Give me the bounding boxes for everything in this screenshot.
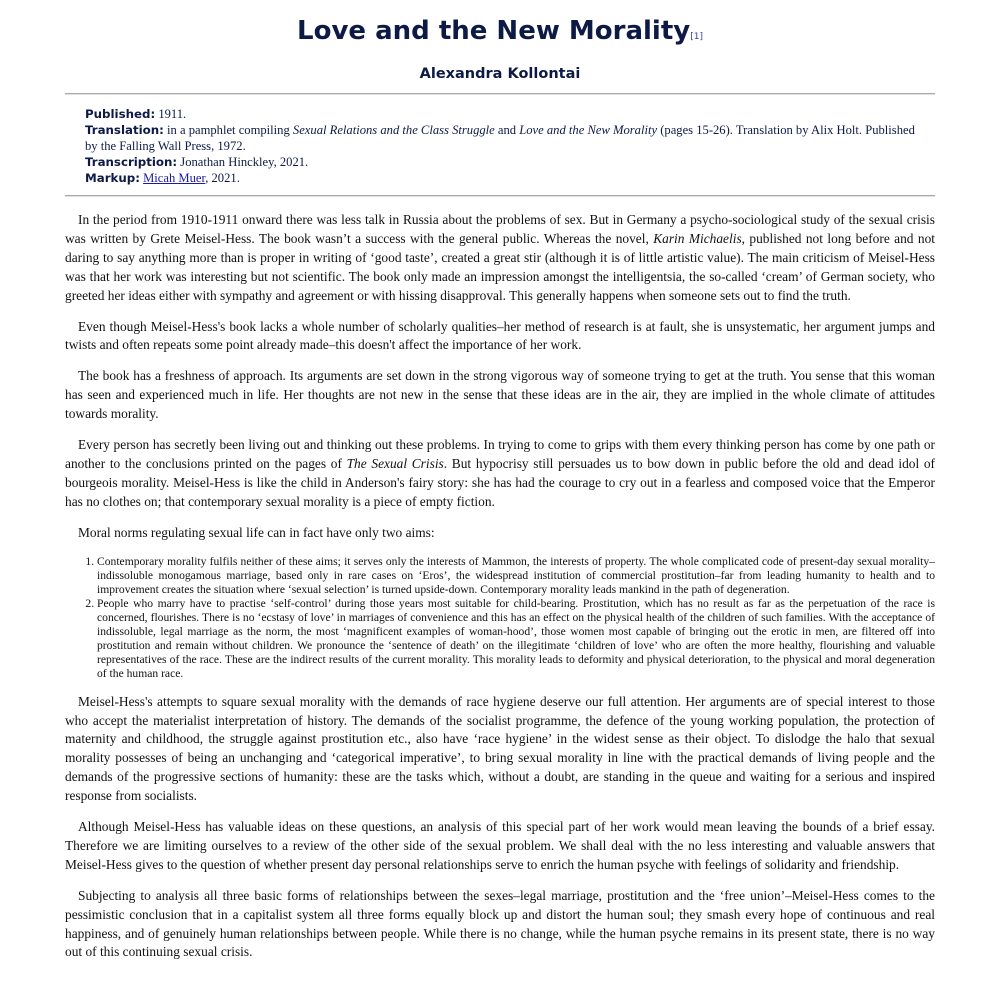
paragraph-4: [65, 436, 935, 512]
transcription-value: Jonathan Hinckley, 2021.: [177, 155, 309, 169]
info-block: [65, 95, 935, 195]
translation-title-2: Love and the New Morality: [519, 123, 658, 137]
paragraph-5: Moral norms regulating sexual life can in fact have only two aims:: [78, 524, 435, 540]
markup-author-link[interactable]: Micah Muer: [143, 171, 206, 185]
translation-rest: (pages 15-26). Translation by Alix Holt. Published by the Falling Wall Press, 1972.: [85, 123, 915, 153]
author-name: Alexandra Kollontai: [419, 66, 581, 82]
transcription-label: Transcription:: [85, 155, 178, 169]
footnote-link[interactable]: [1]: [690, 32, 703, 42]
translation-text: in a pamphlet compiling: [163, 123, 293, 137]
markup-label: Markup:: [85, 171, 140, 185]
published-label: Published:: [85, 107, 156, 121]
italic-title: Karin Michaelis: [653, 230, 742, 246]
translation-label: Translation:: [85, 123, 164, 137]
paragraph-1: [65, 211, 935, 306]
paragraph-3: The book has a freshness of approach. Its arguments are set down in the strong vigorous way of someone trying to get at the truth. You sense that this woman has seen and experienced much in life. Her thoughts are not new in the sense that these ideas are in the air, they are implied in the whole climate of attitudes towards morality.: [65, 368, 935, 422]
title-text: Love and the New Morality: [297, 16, 691, 46]
translation-and: and: [494, 123, 520, 137]
document-page: [65, 0, 935, 962]
paragraph-7: Although Meisel-Hess has valuable ideas on these questions, an analysis of this special part of her work would mean leaving the bounds of a brief essay. Therefore we are limiting ourselves to a review of the other side of the sexual problem. We shall deal with the no less interesting and valuable answers that Meisel-Hess gives to the question of whether present day personal relationships serve to enrich the human psyche with feelings of solidarity and friendship.: [65, 819, 935, 872]
translation-title-1: Sexual Relations and the Class Struggle: [292, 123, 495, 137]
aims-list: [65, 555, 935, 681]
published-line: [85, 106, 915, 122]
paragraph-8: Subjecting to analysis all three basic forms of relationships between the sexes–legal marriage, prostitution and the ‘free union’–Meisel-Hess comes to the pessimistic conclusion that in a capitalist system all three forms equally block up and distort the human soul; they smash every hope of continuous and real happiness, and of genuinely human relationships between people. While there is no change, while the human psyche remains in its present state, there is no way out of this continuing sexual crisis.: [65, 887, 935, 960]
footnote-ref: [690, 32, 703, 42]
paragraph-text: Every person has secretly been living out and thinking out these problems. In trying to come to grips with them every thinking person has come by one path or another to the conclusions printed on the pages of: [65, 437, 935, 471]
translation-line: [85, 122, 915, 154]
markup-year: , 2021.: [205, 171, 240, 185]
article-body: [65, 211, 935, 962]
paragraph-text: In the period from 1910-1911 onward there was less talk in Russia about the problems of sex. But in Germany a psycho-sociological study of the sexual crisis was written by Grete Meisel-Hess. The book wasn’t a success with the general public. Whereas the novel,: [65, 212, 935, 246]
paragraph-text: , published not long before and not daring to say anything more than is proper in writing of ‘good taste’, created a great stir (although it is of little artistic value). The main criticism of Meisel-Hess was that her work was interesting but not scientific. The book only made an impression amongst the intelligentsia, the so-called ‘cream’ of German society, who greeted her ideas either with sympathy and agreement or with hissing disapproval. This generally happens when someone sets out to find the truth.: [65, 230, 935, 303]
paragraph-text: . But hypocrisy still persuades us to bow down in public before the old and dead idol of bourgeois morality. Meisel-Hess is like the child in Anderson's fairy story: she has had the courage to cry out in a fearless and composed voice that the Emperor has no clothes on; that contemporary sexual morality is a piece of empty fiction.: [65, 455, 936, 509]
italic-title: The Sexual Crisis: [346, 455, 444, 471]
transcription-line: [85, 154, 915, 170]
page-title: [65, 14, 935, 48]
list-item: 2. People who marry have to practise ‘self-control’ during those years most suitable for child-bearing. Prostitution, which has no result as far as the perpetuation of the race is concerned, flourishes. There is no ‘ecstasy of love’ in marriages of convenience and this has an effect on the physical health of the children of such families. With the acceptance of indissoluble, legal marriage as the norm, the most ‘magnificent examples of woman-hood’, those women most capable of bringing out the erotic in men, are filtered off into prostitution and remain without children. We pronounce the ‘sentence of death’ on the illegitimate ‘children of love’ who are often the more healthy, flourishing and valuable representatives of the race. These are the indirect results of the current morality. This morality leads to deformity and physical deterioration, to the physical and moral degeneration of the human race.: [97, 597, 935, 681]
divider-bottom: [65, 195, 935, 197]
paragraph-6: Meisel-Hess's attempts to square sexual morality with the demands of race hygiene deserve our full attention. Her arguments are of special interest to those who accept the materialist interpretation of history. The demands of the socialist programme, the defence of the young working population, the protection of maternity and childhood, the struggle against prostitution etc., also have ‘race hygiene’ in the widest sense as their object. To dislodge the halo that sexual morality possesses of being an unchanging and ‘categorical imperative’, to bring sexual morality in line with the practical demands of living people and the demands of the progressive sections of humanity: these are the tasks which, without a doubt, are standing in the queue and waiting for a serious and inspired response from socialists.: [65, 693, 935, 804]
markup-line: [85, 170, 915, 186]
paragraph-2: Even though Meisel-Hess's book lacks a whole number of scholarly qualities–her method of research is at fault, she is unsystematic, her argument jumps and twists and often repeats some point already made–this doesn't affect the importance of her work.: [65, 318, 935, 353]
published-value: 1911.: [155, 107, 187, 121]
list-item: 1. Contemporary morality fulfils neither of these aims; it serves only the interests of Mammon, the interests of property. The whole complicated code of present-day sexual morality–indissoluble monogamous marriage, based only in rare cases on ‘Eros’, the widespread institution of commercial prostitution–far from leading humanity to health and to improvement creates the situation where ‘sexual selection’ is turned upside-down. Contemporary morality leads mankind in the path of degeneration.: [97, 555, 935, 597]
